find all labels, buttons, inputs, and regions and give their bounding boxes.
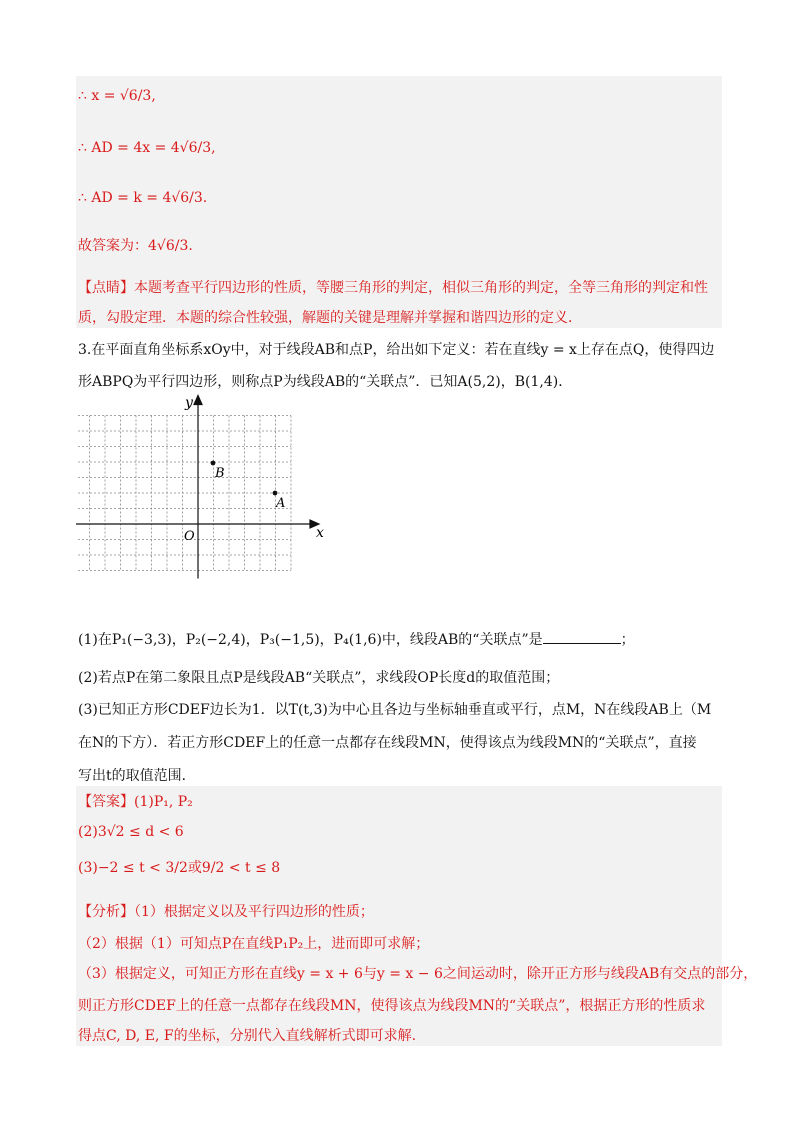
origin-label: O: [184, 529, 195, 544]
answer-prefix: 故答案为：: [78, 238, 148, 254]
answer-tag: 【答案】: [78, 794, 134, 810]
analysis-line-1: [78, 902, 374, 922]
comment-text-1: 本题考查平行四边形的性质，等腰三角形的判定，相似三角形的判定，全等三角形的判定和性: [134, 280, 708, 296]
solution-line-1: ∴ x = √6/3,: [78, 88, 156, 104]
y-axis-label: y: [185, 395, 193, 411]
question-3-line-2: 在N的下方）．若正方形CDEF上的任意一点都存在线段MN，使得该点为线段MN的“关联点”，直接: [78, 735, 697, 751]
analysis-line-2: （2）根据（1）可知点P在直线P₁P₂上，进而即可求解；: [78, 936, 430, 952]
problem-line-2: 形ABPQ为平行四边形，则称点P为线段AB的“关联点”．已知A(5,2)，B(1,4)．: [78, 374, 573, 390]
analysis-tag: 【分析】: [78, 904, 134, 920]
answer-value: 4√6/3.: [148, 238, 193, 254]
answer-line-2: (2)3√2 ≤ d < 6: [78, 824, 184, 840]
question-1: [78, 630, 635, 650]
x-axis-label: x: [316, 525, 324, 541]
answer-line: [78, 236, 193, 256]
point-A-dot: [273, 491, 278, 496]
problem-line-1: 3.在平面直角坐标系xOy中，对于线段AB和点P，给出如下定义：若在直线y = x上存在点Q，使得四边: [78, 342, 715, 358]
comment-line-2: 质，勾股定理．本题的综合性较强，解题的关键是理解并掌握和谐四边形的定义．: [78, 310, 582, 326]
comment-line-1: [78, 278, 708, 298]
y-axis-arrow: [194, 396, 202, 405]
question-3-line-3: 写出t的取值范围．: [78, 768, 196, 784]
point-B-dot: [211, 461, 216, 466]
comment-tag: 【点睛】: [78, 280, 134, 296]
analysis-line-4: 则正方形CDEF上的任意一点都存在线段MN，使得该点为线段MN的“关联点”，根据正方形的性质求: [78, 998, 706, 1014]
solution-line-2: ∴ AD = 4x = 4√6/3,: [78, 140, 216, 156]
answer-line-1: [78, 792, 193, 812]
question-3-line-1: (3)已知正方形CDEF边长为1．以T(t,3)为中心且各边与坐标轴垂直或平行，点M，N在线段AB上（M: [78, 702, 712, 718]
solution-line-3: ∴ AD = k = 4√6/3.: [78, 190, 208, 206]
point-A-label: A: [276, 496, 286, 511]
answer-line-3: (3)−2 ≤ t < 3/2或9/2 < t ≤ 8: [78, 860, 281, 876]
answer-1: (1)P₁, P₂: [134, 794, 193, 810]
analysis-line-3: （3）根据定义，可知正方形在直线y = x + 6与y = x − 6之间运动时，除开正方形与线段AB有交点的部分，: [78, 966, 758, 982]
question-1-text: (1)在P₁(−3,3)，P₂(−2,4)，P₃(−1,5)，P₄(1,6)中，线段AB的“关联点”是: [78, 632, 543, 648]
analysis-text-1: （1）根据定义以及平行四边形的性质；: [134, 904, 374, 920]
question-1-end: ；: [620, 632, 635, 648]
question-2: (2)若点P在第二象限且点P是线段AB“关联点”，求线段OP长度d的取值范围；: [78, 670, 560, 686]
analysis-line-5: 得点C, D, E, F的坐标，分别代入直线解析式即可求解.: [78, 1028, 417, 1044]
answer-blank: [543, 631, 621, 644]
point-B-label: B: [215, 466, 225, 481]
coordinate-figure: [76, 392, 336, 592]
